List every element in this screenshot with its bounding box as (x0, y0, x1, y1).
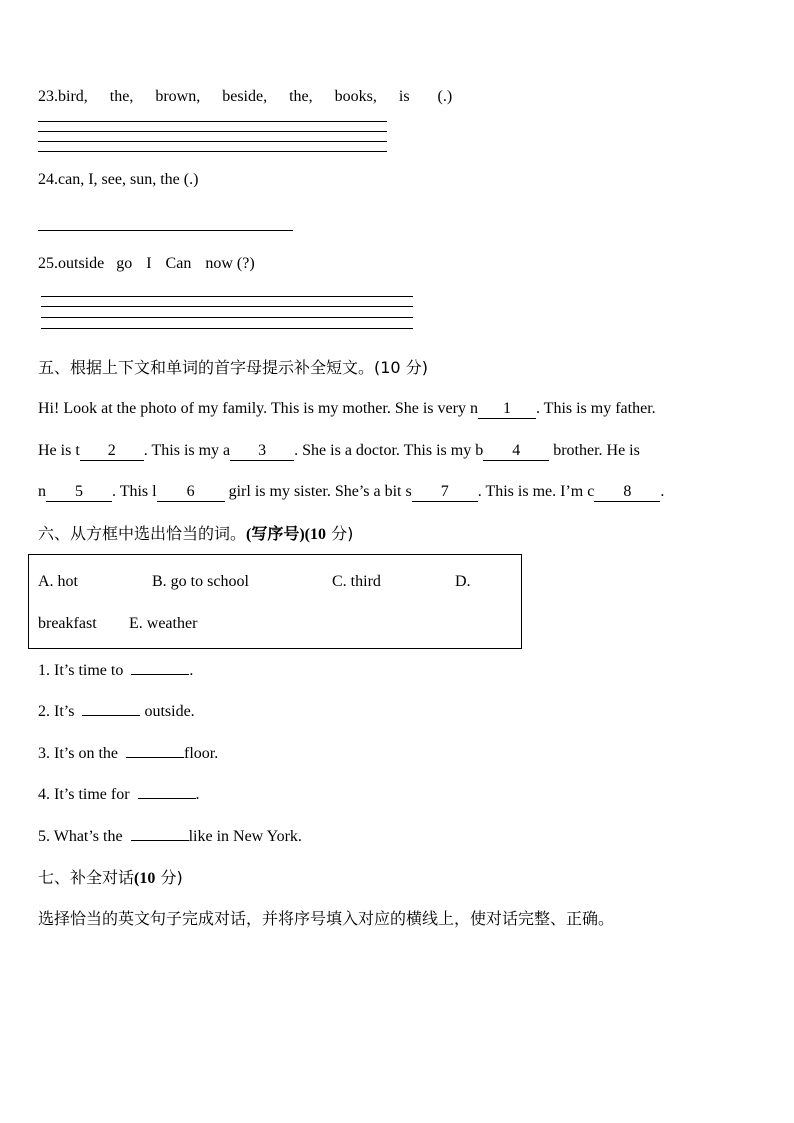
section-7-heading-end: 分) (160, 868, 183, 887)
passage-line-3 (38, 482, 664, 502)
q23-word: bird, (58, 88, 88, 105)
blank-1[interactable]: 1 (478, 400, 536, 419)
fill-question-4 (38, 785, 200, 805)
q25-word: go (116, 255, 133, 272)
q23-word: the, (109, 88, 134, 105)
question-text: 5. What’s the (38, 828, 123, 845)
question-text: . (189, 662, 194, 679)
section-7-heading (38, 868, 183, 889)
q23-word: (.) (437, 88, 453, 105)
answer-line[interactable] (38, 230, 293, 231)
section-6-heading-text: 六、从方框中选出恰当的词。 (38, 524, 247, 543)
option-a: A. hot (38, 573, 78, 590)
passage-text: He is t (38, 442, 80, 459)
option-d-word: breakfast (38, 615, 97, 632)
passage-text: . This is my a (143, 442, 231, 459)
option-d-letter: D. (455, 573, 471, 590)
answer-line[interactable] (41, 306, 413, 307)
answer-line[interactable] (38, 141, 387, 142)
q25-word: now (?) (205, 255, 255, 272)
blank-2[interactable]: 2 (80, 442, 144, 461)
word-bank-box (28, 554, 522, 649)
question-text: floor. (184, 745, 219, 762)
question-text: 2. It’s (38, 703, 75, 720)
q23-word: books, (334, 88, 377, 105)
answer-line[interactable] (38, 151, 387, 152)
passage-line-2 (38, 441, 640, 461)
answer-blank[interactable] (138, 798, 196, 799)
q23-word: the, (289, 88, 313, 105)
question-25 (38, 254, 277, 274)
question-text: . (195, 786, 200, 803)
answer-blank[interactable] (126, 757, 184, 758)
q25-word: outside (58, 255, 105, 272)
question-text: like in New York. (188, 828, 302, 845)
passage-text: . (660, 483, 665, 500)
answer-line[interactable] (41, 296, 413, 297)
question-text: 1. It’s time to (38, 662, 124, 679)
passage-text: . This is me. I’m c (477, 483, 595, 500)
passage-text: . She is a doctor. This is my b (294, 442, 484, 459)
blank-6[interactable]: 6 (157, 483, 225, 502)
answer-line[interactable] (41, 328, 413, 329)
blank-8[interactable]: 8 (594, 483, 660, 502)
answer-line[interactable] (41, 317, 413, 318)
blank-5[interactable]: 5 (46, 483, 112, 502)
section-6-heading-note: (写序号)(10 (246, 526, 327, 543)
passage-line-1 (38, 399, 656, 419)
passage-text: . This is my father. (535, 400, 656, 417)
fill-question-5 (38, 827, 302, 847)
section-5-heading: 五、根据上下文和单词的首字母提示补全短文。(10 分) (38, 358, 428, 377)
option-b: B. go to school (152, 573, 249, 590)
fill-question-3 (38, 744, 218, 764)
blank-4[interactable]: 4 (483, 442, 549, 461)
section-6-heading-end: 分) (331, 524, 354, 543)
answer-blank[interactable] (131, 840, 189, 841)
option-c: C. third (332, 573, 381, 590)
q25-word: Can (165, 255, 192, 272)
section-7-heading-note: (10 (134, 870, 156, 887)
blank-3[interactable]: 3 (230, 442, 294, 461)
passage-text: n (38, 483, 46, 500)
q25-number: 25. (38, 255, 58, 272)
option-e: E. weather (129, 615, 198, 632)
fill-question-1 (38, 661, 193, 681)
fill-question-2 (38, 702, 195, 722)
q25-word: I (146, 255, 152, 272)
section-7-instruction: 选择恰当的英文句子完成对话，并将序号填入对应的横线上，使对话完整、正确。 (38, 909, 615, 928)
answer-line[interactable] (38, 131, 387, 132)
blank-7[interactable]: 7 (412, 483, 478, 502)
section-7-heading-text: 七、补全对话 (38, 868, 135, 887)
question-text: 3. It’s on the (38, 745, 118, 762)
answer-line[interactable] (38, 121, 387, 122)
answer-blank[interactable] (131, 674, 189, 675)
passage-text: Hi! Look at the photo of my family. This is my mother. She is very n (38, 400, 478, 417)
question-text: 4. It’s time for (38, 786, 130, 803)
q23-word: brown, (155, 88, 201, 105)
q23-word: beside, (222, 88, 268, 105)
question-23 (38, 87, 474, 107)
q23-number: 23. (38, 88, 58, 105)
question-24: 24.can, I, see, sun, the (.) (38, 171, 199, 188)
passage-text: girl is my sister. She’s a bit s (224, 483, 412, 500)
question-text: outside. (144, 703, 195, 720)
passage-text: brother. He is (549, 442, 640, 459)
section-6-heading (38, 524, 353, 545)
answer-blank[interactable] (82, 715, 140, 716)
q23-word: is (398, 88, 410, 105)
passage-text: . This l (112, 483, 157, 500)
